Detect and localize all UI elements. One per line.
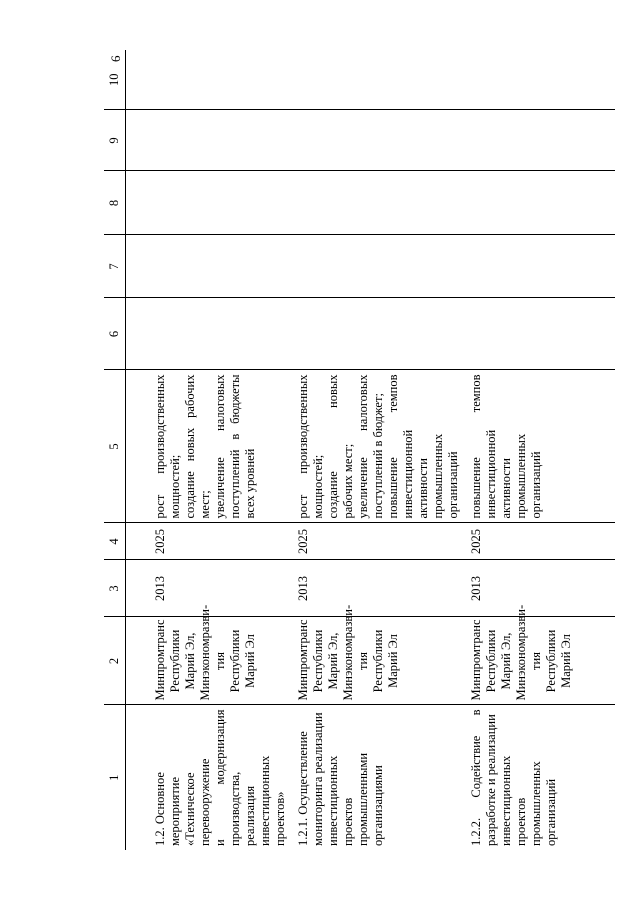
activity-name-line: промышленными bbox=[356, 752, 370, 846]
activity-name-cell bbox=[288, 705, 461, 850]
result-line: инвестиционной bbox=[484, 429, 498, 519]
table-row bbox=[126, 50, 289, 850]
empty-cell bbox=[126, 298, 289, 370]
result-line: создание новых bbox=[326, 374, 340, 519]
executor-line: Республики bbox=[311, 629, 325, 693]
result-line: поступлений в бюджет; bbox=[371, 393, 385, 519]
result-line: мощностей; bbox=[168, 454, 182, 519]
empty-cell bbox=[126, 110, 289, 171]
empty-cell bbox=[126, 171, 289, 235]
executor-line: Минпромтранс bbox=[296, 619, 310, 701]
header-col-3: 3 bbox=[104, 560, 126, 617]
expected-result-cell bbox=[126, 370, 289, 523]
result-line: увеличение налоговых bbox=[213, 374, 227, 519]
header-col-2: 2 bbox=[104, 617, 126, 705]
table-row bbox=[461, 50, 615, 850]
result-line: мощностей; bbox=[311, 454, 325, 519]
result-line: рабочих мест; bbox=[341, 443, 355, 519]
activity-name-line: разработке и реализации bbox=[484, 714, 498, 846]
executor-line: Минэкономразви- bbox=[341, 604, 355, 701]
executor-line: тия Республики bbox=[529, 629, 558, 693]
empty-cell bbox=[288, 171, 461, 235]
executor-line: Минэкономразви- bbox=[198, 604, 212, 701]
result-line: поступлений в бюджеты bbox=[228, 374, 242, 519]
empty-cell bbox=[288, 235, 461, 298]
activity-name-line: 1.2.1. Осуществление bbox=[296, 731, 310, 846]
empty-cell bbox=[461, 50, 615, 110]
executor-line: Марий Эл, bbox=[499, 632, 513, 690]
start-year-cell: 2013 bbox=[288, 560, 461, 617]
activity-name-line: проектов bbox=[514, 797, 528, 846]
executor-line: Марий Эл bbox=[243, 634, 257, 688]
executor-cell bbox=[288, 604, 461, 705]
result-line: активности bbox=[416, 458, 430, 519]
header-col-6: 6 bbox=[104, 298, 126, 370]
end-year-cell: 2025 bbox=[461, 523, 615, 560]
activity-name-line: 1.2.2. Содействие в bbox=[469, 709, 483, 846]
activity-name-line: проектов» bbox=[273, 791, 287, 846]
header-col-8: 8 bbox=[104, 171, 126, 235]
result-line: промышленных bbox=[514, 433, 528, 519]
empty-cell bbox=[126, 235, 289, 298]
empty-cell bbox=[461, 110, 615, 171]
empty-cell bbox=[126, 50, 289, 110]
header-col-7: 7 bbox=[104, 235, 126, 298]
page-number: 6 bbox=[108, 55, 123, 62]
empty-cell bbox=[461, 171, 615, 235]
executor-line: тия Республики bbox=[213, 629, 242, 693]
activity-name-line: перевооружение bbox=[198, 758, 212, 846]
start-year-cell: 2013 bbox=[126, 560, 289, 617]
result-line: всех уровней bbox=[243, 448, 257, 519]
activity-name-line: мероприятие bbox=[168, 776, 182, 846]
executor-line: Республики bbox=[484, 629, 498, 693]
executor-line: Марий Эл, bbox=[326, 632, 340, 690]
header-col-1: 1 bbox=[104, 705, 126, 850]
header-col-10: 10 bbox=[104, 50, 126, 110]
empty-cell bbox=[288, 298, 461, 370]
start-year-cell: 2013 bbox=[461, 560, 615, 617]
result-line: промышленных bbox=[431, 433, 445, 519]
activity-name-line: реализация bbox=[243, 785, 257, 846]
header-col-5: 5 bbox=[104, 370, 126, 523]
result-line: организаций bbox=[529, 451, 543, 519]
result-line: повышение темпов bbox=[469, 374, 483, 519]
activity-name-line: производства, bbox=[228, 771, 242, 846]
activity-name-line: организаций bbox=[544, 778, 558, 846]
executor-line: Минпромтранс bbox=[153, 619, 167, 701]
executor-line: Минэкономразви- bbox=[514, 604, 528, 701]
executor-line: Марий Эл bbox=[559, 634, 573, 688]
activity-name-line: проектов bbox=[341, 797, 355, 846]
activity-name-line: инвестиционных bbox=[326, 755, 340, 846]
expected-result-cell bbox=[461, 370, 615, 523]
empty-cell bbox=[288, 110, 461, 171]
result-line: рост производственных bbox=[296, 374, 310, 519]
result-line: активности bbox=[499, 458, 513, 519]
program-activities-table bbox=[104, 50, 615, 850]
expected-result-cell bbox=[288, 370, 461, 523]
executor-line: Республики bbox=[168, 629, 182, 693]
activity-name-cell bbox=[126, 705, 289, 850]
end-year-cell: 2025 bbox=[126, 523, 289, 560]
activity-name-cell bbox=[461, 705, 615, 850]
activity-name-line: промышленных bbox=[529, 761, 543, 846]
result-line: инвестиционной bbox=[401, 429, 415, 519]
result-line: увеличение налоговых bbox=[356, 374, 370, 519]
header-col-9: 9 bbox=[104, 110, 126, 171]
empty-cell bbox=[461, 298, 615, 370]
activity-name-line: мониторинга реализации bbox=[311, 712, 325, 846]
activity-name-line: организациями bbox=[371, 765, 385, 846]
activity-name-line: инвестиционных bbox=[499, 755, 513, 846]
result-line: создание новых рабочих bbox=[183, 374, 197, 519]
header-row bbox=[104, 50, 126, 850]
executor-line: Минпромтранс bbox=[469, 619, 483, 701]
executor-cell bbox=[126, 604, 289, 705]
result-line: рост производственных bbox=[153, 374, 167, 519]
result-line: повышение темпов bbox=[386, 374, 400, 519]
activity-name-line: 1.2. Основное bbox=[153, 772, 167, 846]
executor-line: Марий Эл bbox=[386, 634, 400, 688]
rotated-table-container bbox=[104, 50, 624, 850]
empty-cell bbox=[288, 50, 461, 110]
activity-name-line: и модернизация bbox=[213, 709, 227, 846]
executor-cell bbox=[461, 604, 615, 705]
activity-name-line: инвестиционных bbox=[258, 755, 272, 846]
result-line: организаций bbox=[446, 451, 460, 519]
executor-line: тия Республики bbox=[356, 629, 385, 693]
empty-cell bbox=[461, 235, 615, 298]
end-year-cell: 2025 bbox=[288, 523, 461, 560]
executor-line: Марий Эл, bbox=[183, 632, 197, 690]
result-line: мест; bbox=[198, 490, 212, 519]
table-row bbox=[288, 50, 461, 850]
activity-name-line: «Техническое bbox=[183, 772, 197, 846]
header-col-4: 4 bbox=[104, 523, 126, 560]
